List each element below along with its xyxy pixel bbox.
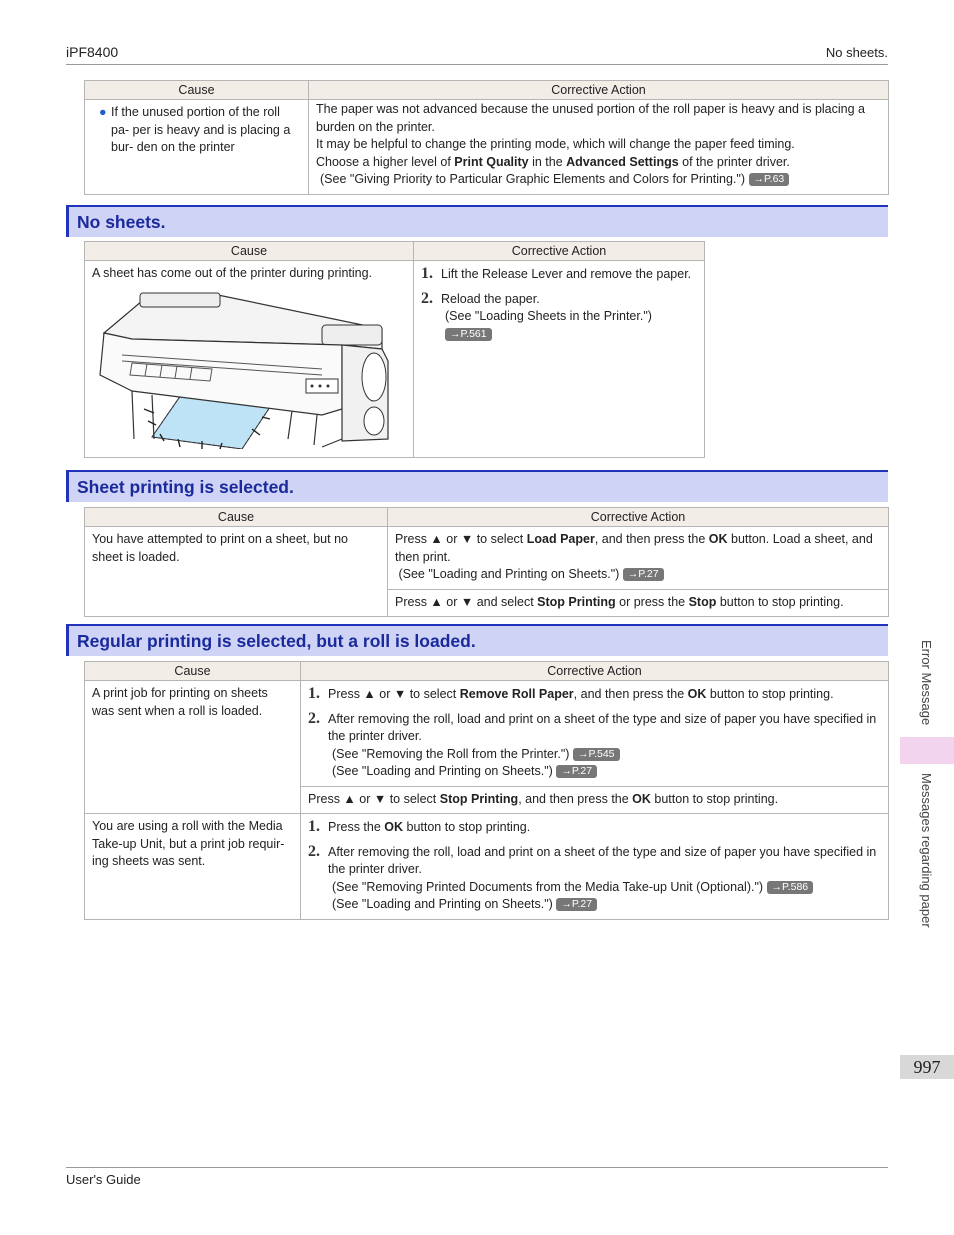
page-reference-link[interactable]: →P.586 (767, 881, 814, 894)
reference-text: (See "Giving Priority to Particular Graphic Elements and Colors for Printing.") (320, 172, 746, 186)
step-item (308, 843, 881, 914)
action-cell (388, 589, 889, 617)
reference-text: (See "Removing Printed Documents from the Media Take-up Unit (Optional).") (332, 879, 764, 894)
table-header-row (85, 662, 889, 681)
text: Press ▲ or ▼ to select (308, 791, 440, 806)
header-section: No sheets. (825, 45, 888, 60)
side-tab-messages-paper[interactable] (918, 773, 938, 933)
footer-rule (66, 1167, 888, 1168)
header-model: iPF8400 (66, 44, 119, 60)
side-tab-label: Messages regarding paper (919, 773, 934, 928)
section-title: Sheet printing is selected. (77, 477, 294, 497)
menu-term: Stop Printing (537, 594, 616, 609)
step-text (328, 818, 881, 837)
step-text (328, 685, 881, 704)
page-reference-link[interactable]: →P.63 (749, 173, 790, 186)
col-cause: Cause (85, 81, 309, 100)
reference-text: (See "Loading and Printing on Sheets.") (332, 764, 553, 778)
col-cause: Cause (85, 242, 414, 261)
button-term: Stop (688, 594, 717, 609)
action-line: The paper was not advanced because the unused portion of the roll paper is heavy and is placing a burden on the printer. (316, 102, 865, 134)
cross-reference (395, 566, 881, 584)
text: Press the (328, 820, 385, 834)
col-corrective-action: Corrective Action (301, 662, 889, 681)
action-cell (301, 681, 889, 787)
button-term: OK (687, 687, 707, 701)
section-title: No sheets. (77, 212, 166, 232)
text: , and then press the (573, 687, 688, 701)
step-number: 1. (308, 685, 320, 702)
reference-text: (See "Removing the Roll from the Printer.") (332, 746, 570, 761)
menu-term: Advanced Settings (566, 154, 679, 169)
menu-term: Load Paper (526, 532, 595, 546)
button-term: OK (384, 820, 404, 834)
step-text-line: After removing the roll, load and print on a sheet of the type and size of paper you have specified in the printer driver. (328, 711, 877, 743)
menu-term: Remove Roll Paper (459, 687, 574, 701)
table-row (85, 100, 889, 195)
col-cause: Cause (85, 508, 388, 527)
step-item (308, 818, 881, 837)
step-text (328, 843, 881, 914)
side-tab-error-message[interactable] (918, 640, 938, 730)
text: Press ▲ or ▼ and select (395, 594, 538, 609)
text: , and then press the (594, 532, 709, 546)
action-line (316, 154, 881, 172)
step-item (421, 265, 697, 284)
cause-cell (85, 261, 414, 458)
cause-cell: You have attempted to print on a sheet, but no sheet is loaded. (85, 527, 388, 617)
printer-illustration (92, 289, 392, 449)
button-term: OK (632, 791, 651, 806)
page-reference-link[interactable]: →P.545 (573, 748, 620, 761)
table-roll-heavy (84, 80, 889, 195)
action-cell (414, 261, 705, 458)
step-text (328, 710, 881, 781)
text: in the (528, 154, 567, 169)
page-reference-link[interactable]: →P.27 (556, 765, 597, 778)
cross-reference (328, 896, 881, 914)
table-header-row (85, 242, 705, 261)
reference-text: (See "Loading and Printing on Sheets.") (398, 567, 620, 581)
table-no-sheets (84, 241, 705, 458)
cause-bullet-item (92, 104, 301, 157)
action-cell (309, 100, 889, 195)
text: of the printer driver. (678, 154, 790, 169)
text: button. Load a sheet, and then print. (395, 532, 873, 564)
page-reference-link[interactable]: →P.27 (556, 898, 597, 911)
cross-reference (328, 746, 881, 764)
step-number: 1. (308, 818, 320, 835)
step-text: Lift the Release Lever and remove the paper. (441, 267, 692, 281)
col-cause: Cause (85, 662, 301, 681)
page-number: 997 (900, 1055, 954, 1079)
action-cell (301, 786, 889, 814)
action-line: It may be helpful to change the printing mode, which will change the paper feed timing. (316, 137, 795, 151)
col-corrective-action: Corrective Action (309, 81, 889, 100)
cause-cell (85, 100, 309, 195)
text: button to stop printing. (716, 594, 844, 609)
col-corrective-action: Corrective Action (414, 242, 705, 261)
reference-text: (See "Loading Sheets in the Printer.") (445, 309, 652, 323)
section-title: Regular printing is selected, but a roll is loaded. (77, 631, 476, 651)
menu-term: Stop Printing (439, 791, 519, 806)
text: Press ▲ or ▼ to select (395, 532, 527, 546)
table-header-row (85, 81, 889, 100)
table-row (85, 814, 889, 920)
step-number: 2. (421, 289, 433, 307)
section-header-sheet-selected (66, 470, 888, 502)
step-number: 2. (308, 842, 320, 860)
step-item (308, 710, 881, 781)
action-cell (388, 527, 889, 590)
text: button to stop printing. (706, 687, 834, 701)
step-item (421, 290, 697, 344)
step-text-line: Reload the paper. (441, 291, 540, 306)
cross-reference (328, 879, 881, 897)
text: Choose a higher level of (316, 154, 455, 169)
text: Press ▲ or ▼ to select (328, 687, 460, 701)
step-number: 2. (308, 709, 320, 727)
cause-cell: You are using a roll with the Media Take-up Unit, but a print job requir- ing sheets was sent. (85, 814, 301, 920)
page-reference-link[interactable]: →P.561 (445, 328, 492, 341)
page-reference-link[interactable]: →P.27 (623, 568, 664, 581)
section-header-regular-selected (66, 624, 888, 656)
table-row (85, 527, 889, 590)
col-corrective-action: Corrective Action (388, 508, 889, 527)
table-row (85, 261, 705, 458)
table-header-row (85, 508, 889, 527)
reference-text: (See "Loading and Printing on Sheets.") (332, 897, 553, 911)
button-term: OK (708, 532, 728, 546)
step-item (308, 685, 881, 704)
cross-reference (441, 308, 697, 343)
cause-text: A sheet has come out of the printer during printing. (92, 266, 373, 280)
side-tab-label: Error Message (919, 640, 934, 726)
text: button to stop printing. (403, 820, 531, 834)
step-text (441, 290, 697, 344)
text: button to stop printing. (650, 791, 779, 806)
footer-guide: User's Guide (66, 1172, 141, 1187)
section-header-no-sheets (66, 205, 888, 237)
table-row (85, 681, 889, 787)
action-cell (301, 814, 889, 920)
bullet-icon: ● (99, 105, 107, 119)
cause-text: If the unused portion of the roll pa- per is heavy and is placing a bur- den on the printer (111, 105, 291, 154)
header-rule (66, 64, 888, 65)
cross-reference (328, 763, 881, 781)
table-regular-selected (84, 661, 889, 920)
cause-cell: A print job for printing on sheets was sent when a roll is loaded. (85, 681, 301, 814)
step-number: 1. (421, 265, 433, 282)
side-tab-marker (900, 737, 954, 764)
step-text-line: After removing the roll, load and print on a sheet of the type and size of paper you have specified in the printer driver. (328, 844, 877, 876)
menu-term: Print Quality (454, 154, 529, 169)
cross-reference (316, 171, 881, 189)
text: or press the (615, 594, 689, 609)
table-sheet-selected (84, 507, 889, 617)
text: , and then press the (518, 791, 633, 806)
